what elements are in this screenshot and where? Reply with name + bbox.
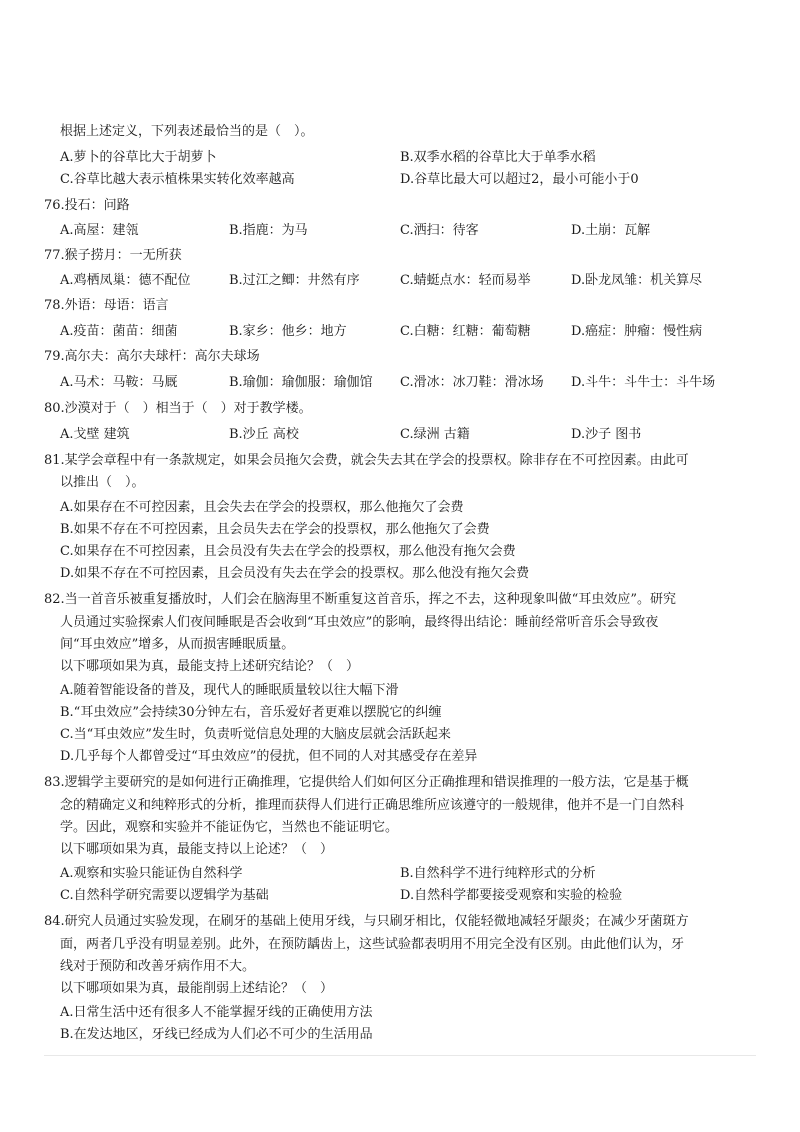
- q80-stem: 80.沙漠对于（ ）相当于（ ）对于教学楼。: [44, 401, 312, 416]
- q78-option-d: D.癌症：肿瘤：慢性病: [571, 324, 703, 339]
- q82-stem-cont-1: 人员通过实验探索人们夜间睡眠是否会收到“耳虫效应”的影响，最终得出结论：睡前经常听音乐会导致夜: [60, 615, 659, 630]
- q77-option-c: C.蜻蜓点水：轻而易举: [400, 273, 531, 288]
- q83-stem: 83.逻辑学主要研究的是如何进行正确推理，它提供给人们如何区分正确推理和错误推理的一般方法，它是基于概: [44, 775, 689, 790]
- q77-stem: 77.猴子捞月：一无所获: [44, 248, 182, 263]
- q76-option-a: A.高屋：建瓴: [60, 223, 139, 238]
- q76-option-c: C.洒扫：待客: [400, 223, 479, 238]
- q79-option-a: A.马术：马鞍：马厩: [60, 375, 178, 390]
- q79-stem: 79.高尔夫：高尔夫球杆：高尔夫球场: [44, 349, 260, 364]
- q81-option-b: B.如果不存在不可控因素，且会员失去在学会的投票权，那么他拖欠了会费: [60, 522, 490, 537]
- q78-option-b: B.家乡：他乡：地方: [229, 324, 347, 339]
- q76-stem: 76.投石：问路: [44, 198, 130, 213]
- q75-option-a: A.萝卜的谷草比大于胡萝卜: [60, 150, 217, 165]
- q77-option-a: A.鸡栖凤巢：德不配位: [60, 273, 191, 288]
- q81-stem-cont: 以推出（ ）。: [60, 475, 145, 490]
- q83-option-d: D.自然科学都要接受观察和实验的检验: [400, 888, 623, 903]
- q79-option-c: C.滑冰：冰刀鞋：滑冰场: [400, 375, 544, 390]
- q83-option-a: A.观察和实验只能证伪自然科学: [60, 866, 243, 881]
- q78-stem: 78.外语：母语：语言: [44, 298, 169, 313]
- q81-option-c: C.如果存在不可控因素，且会员没有失去在学会的投票权，那么他没有拖欠会费: [60, 544, 516, 559]
- q82-option-c: C.当“耳虫效应”发生时，负责听觉信息处理的大脑皮层就会活跃起来: [60, 727, 451, 742]
- q82-option-d: D.几乎每个人都曾受过“耳虫效应”的侵扰，但不同的人对其感受存在差异: [60, 749, 478, 764]
- q80-option-a: A.戈壁 建筑: [60, 427, 130, 442]
- q82-option-b: B.“耳虫效应”会持续30分钟左右，音乐爱好者更难以摆脱它的纠缠: [60, 705, 442, 720]
- question-intro: 根据上述定义，下列表述最恰当的是（ ）。: [60, 124, 314, 139]
- q78-option-a: A.疫苗：菌苗：细菌: [60, 324, 178, 339]
- q82-ask: 以下哪项如果为真，最能支持上述研究结论？（ ）: [60, 659, 360, 674]
- q84-stem-cont-1: 面，两者几乎没有明显差别。此外，在预防龋齿上，这些试验都表明用不用完全没有区别。由此他们认为，牙: [60, 937, 685, 952]
- q79-option-b: B.瑜伽：瑜伽服：瑜伽馆: [229, 375, 373, 390]
- q77-option-b: B.过江之鲫：井然有序: [229, 273, 360, 288]
- q80-option-d: D.沙子 图书: [571, 427, 642, 442]
- q75-option-b: B.双季水稻的谷草比大于单季水稻: [400, 150, 596, 165]
- q83-stem-cont-2: 学。因此，观察和实验并不能证伪它，当然也不能证明它。: [60, 820, 399, 835]
- q81-option-d: D.如果不存在不可控因素，且会员没有失去在学会的投票权。那么他没有拖欠会费: [60, 566, 530, 581]
- q80-option-c: C.绿洲 古籍: [400, 427, 470, 442]
- q83-ask: 以下哪项如果为真，最能支持以上论述？（ ）: [60, 842, 334, 857]
- q82-option-a: A.随着智能设备的普及，现代人的睡眠质量较以往大幅下滑: [60, 683, 399, 698]
- q82-stem-cont-2: 间“耳虫效应”增多，从而损害睡眠质量。: [60, 637, 295, 652]
- page-bottom-divider: [44, 1055, 756, 1056]
- q83-option-c: C.自然科学研究需要以逻辑学为基础: [60, 888, 269, 903]
- q75-option-c: C.谷草比越大表示植株果实转化效率越高: [60, 172, 295, 187]
- q82-stem: 82.当一首音乐被重复播放时，人们会在脑海里不断重复这首音乐，挥之不去，这种现象叫做“耳虫效应”。研究: [44, 592, 676, 607]
- q84-stem: 84.研究人员通过实验发现，在刷牙的基础上使用牙线，与只刷牙相比，仅能轻微地减轻牙龈炎；在减少牙菌斑方: [44, 914, 689, 929]
- q84-ask: 以下哪项如果为真，最能削弱上述结论？（ ）: [60, 981, 334, 996]
- q84-stem-cont-2: 线对于预防和改善牙病作用不大。: [60, 959, 256, 974]
- q81-option-a: A.如果存在不可控因素，且会失去在学会的投票权，那么他拖欠了会费: [60, 500, 464, 515]
- q75-option-d: D.谷草比最大可以超过2，最小可能小于0: [400, 172, 639, 187]
- q78-option-c: C.白糖：红糖：葡萄糖: [400, 324, 531, 339]
- q83-stem-cont-1: 念的精确定义和纯粹形式的分析，推理而获得人们进行正确思维所应该遵守的一般规律，他并不是一门自然科: [60, 798, 685, 813]
- q80-option-b: B.沙丘 高校: [229, 427, 299, 442]
- q84-option-b: B.在发达地区，牙线已经成为人们必不可少的生活用品: [60, 1027, 373, 1042]
- q76-option-d: D.土崩：瓦解: [571, 223, 651, 238]
- q79-option-d: D.斗牛：斗牛士：斗牛场: [571, 375, 716, 390]
- q83-option-b: B.自然科学不进行纯粹形式的分析: [400, 866, 596, 881]
- q81-stem: 81.某学会章程中有一条款规定，如果会员拖欠会费，就会失去其在学会的投票权。除非存在不可控因素。由此可: [44, 453, 689, 468]
- q76-option-b: B.指鹿：为马: [229, 223, 308, 238]
- q77-option-d: D.卧龙凤雏：机关算尽: [571, 273, 703, 288]
- q84-option-a: A.日常生活中还有很多人不能掌握牙线的正确使用方法: [60, 1005, 373, 1020]
